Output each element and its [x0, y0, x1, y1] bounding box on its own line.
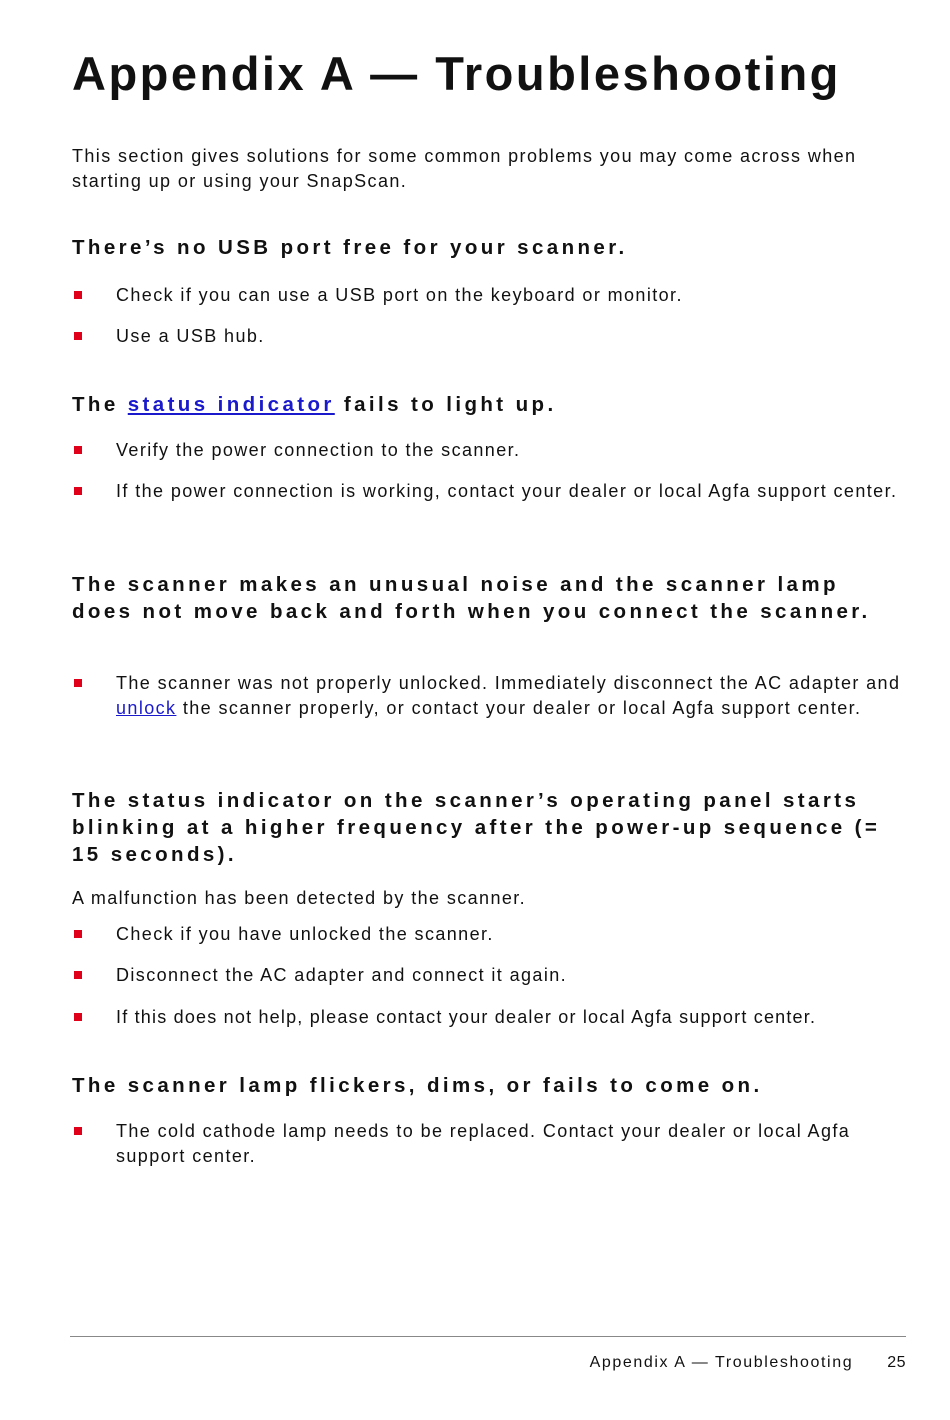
list-item — [72, 324, 907, 349]
page-number: 25 — [887, 1354, 906, 1371]
section-heading-usb: There’s no USB port free for your scanner. — [72, 236, 628, 259]
page-footer — [590, 1354, 906, 1372]
bullet-square-icon — [74, 971, 82, 979]
page-title: Appendix A — Troubleshooting — [72, 47, 841, 100]
footer-title: Appendix A — Troubleshooting — [589, 1354, 854, 1371]
list-item — [72, 283, 907, 308]
bullet-square-icon — [74, 930, 82, 938]
malfunction-paragraph: A malfunction has been detected by the scanner. — [72, 888, 527, 908]
list-item-text: If the power connection is working, contact your dealer or local Agfa support center. — [116, 481, 898, 501]
list-item-text: Use a USB hub. — [116, 326, 265, 346]
list-item — [72, 1119, 907, 1169]
heading-text: fails to light up. — [334, 393, 557, 416]
bullet-square-icon — [74, 446, 82, 454]
bullet-square-icon — [74, 1013, 82, 1021]
list-item — [72, 479, 907, 504]
list-item-text: Verify the power connection to the scanner. — [116, 440, 521, 460]
heading-text: The — [72, 393, 128, 416]
list-item-text: Disconnect the AC adapter and connect it again. — [116, 965, 568, 985]
list-item-text — [116, 671, 906, 721]
section-heading-status-indicator — [72, 391, 907, 418]
status-indicator-link[interactable]: status indicator — [127, 393, 335, 416]
list-item-text: Check if you have unlocked the scanner. — [116, 924, 494, 944]
section-heading-lamp-flickers: The scanner lamp flickers, dims, or fails to come on. — [72, 1074, 763, 1097]
list-item — [72, 922, 907, 947]
list-item-text: If this does not help, please contact your dealer or local Agfa support center. — [116, 1007, 817, 1027]
unlock-link[interactable]: unlock — [116, 698, 177, 718]
item-text: the scanner properly, or contact your dealer or local Agfa support center. — [176, 698, 862, 718]
bullet-square-icon — [74, 679, 82, 687]
list-item — [72, 671, 907, 721]
list-item — [72, 438, 907, 463]
bullet-square-icon — [74, 1127, 82, 1135]
bullet-square-icon — [74, 332, 82, 340]
list-item — [72, 963, 907, 988]
section-heading-blinking: The status indicator on the scanner’s operating panel starts blinking at a higher frequency after the power-up sequence (= 15 seconds). — [72, 789, 881, 866]
intro-paragraph: This section gives solutions for some common problems you may come across when starting up or using your SnapScan. — [72, 146, 857, 191]
list-item-text: Check if you can use a USB port on the keyboard or monitor. — [116, 285, 683, 305]
section-heading-unusual-noise: The scanner makes an unusual noise and the scanner lamp does not move back and forth when you connect the scanner. — [72, 573, 871, 623]
bullet-square-icon — [74, 487, 82, 495]
list-item-text: The cold cathode lamp needs to be replaced. Contact your dealer or local Agfa support center. — [116, 1121, 851, 1166]
bullet-square-icon — [74, 291, 82, 299]
footer-divider — [70, 1336, 906, 1337]
list-item — [72, 1005, 907, 1030]
item-text: The scanner was not properly unlocked. Immediately disconnect the AC adapter and — [116, 673, 901, 693]
